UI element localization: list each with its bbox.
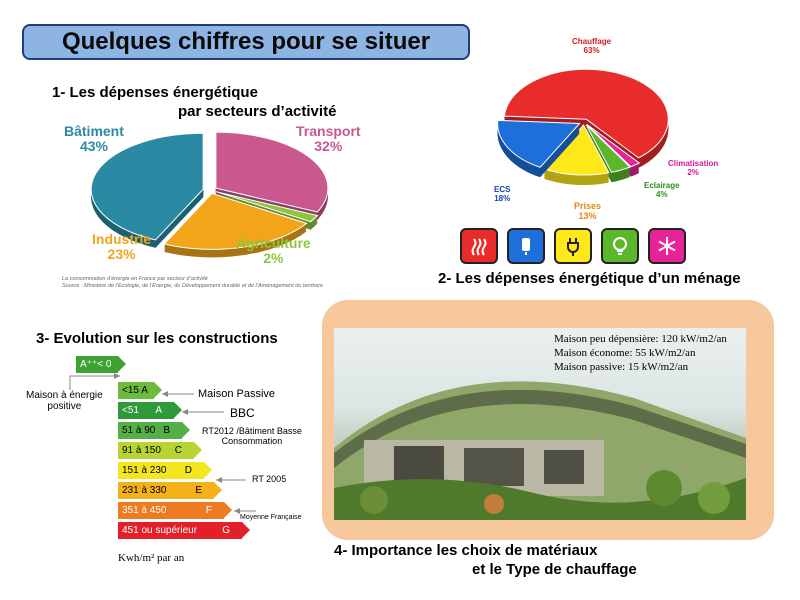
page-title: Quelques chiffres pour se situer	[22, 24, 470, 60]
sector-chart-source	[62, 276, 352, 290]
pie2-cat-3: Prises	[574, 201, 602, 211]
rt2012-line1: RT2012 /Bâtiment Basse	[202, 426, 302, 436]
energy-bar-G	[118, 522, 242, 539]
energy-grade-letter: F	[205, 505, 212, 516]
energy-range: <51	[122, 405, 139, 416]
pie2-val-4: 18%	[494, 193, 511, 203]
positive-line2: positive	[47, 401, 82, 412]
energy-range: <15 A	[122, 385, 148, 396]
pie2-val-1: 2%	[687, 167, 699, 177]
pie1-cat-2: Industrie	[92, 231, 152, 247]
energy-bar-C	[118, 442, 194, 459]
water-heater-icon	[507, 228, 545, 264]
energy-grade-letter: C	[174, 445, 182, 456]
bulb-icon	[601, 228, 639, 264]
pie2-label-eclairage	[644, 182, 680, 200]
energy-range: 231 à 330	[122, 485, 167, 496]
energy-range: 351 à 450	[122, 505, 167, 516]
section3-heading: 3- Evolution sur les constructions	[36, 330, 278, 347]
energy-range: A⁺⁺< 0	[80, 359, 112, 370]
pie1-label-agriculture	[236, 236, 311, 267]
rt2005-arrow-icon	[214, 476, 248, 484]
annotation-moyenne: Moyenne Française	[240, 514, 302, 521]
rt2012-line2: Consommation	[221, 436, 283, 446]
section1-heading-line1: 1- Les dépenses énergétique	[52, 84, 258, 101]
pie2-label-prises	[574, 202, 601, 222]
energy-bar-E	[118, 482, 214, 499]
energy-bar-top-1	[118, 382, 154, 399]
pie1-cat-3: Agriculture	[236, 235, 311, 251]
pie1-label-batiment	[64, 124, 124, 155]
note-line2: Source : Ministère de l’Ecologie, de l’Energie, du Développement durable et de l’Aménagement du territoire	[62, 283, 324, 290]
energy-bar-F	[118, 502, 224, 519]
photo-line-2: Maison économe: 55 kW/m2/an	[554, 347, 696, 359]
bbc-arrow-icon	[180, 408, 226, 416]
energy-range: 451 ou supérieur	[122, 525, 198, 536]
energy-range: 91 à 150	[122, 445, 161, 456]
energy-grade-letter: G	[222, 525, 230, 536]
photo-line-3: Maison passive: 15 kW/m2/an	[554, 361, 689, 373]
section1-heading-line2: par secteurs d’activité	[178, 103, 337, 120]
passive-arrow-icon	[160, 390, 196, 398]
pie2-val-3: 13%	[578, 210, 597, 221]
positive-arrow-icon	[56, 370, 122, 392]
section4-heading-line2: et le Type de chauffage	[472, 561, 637, 578]
pie1-val-3: 2%	[263, 250, 284, 267]
photo-caption	[554, 332, 727, 374]
pie2-cat-0: Chauffage	[572, 37, 612, 46]
annotation-rt2005: RT 2005	[252, 474, 287, 484]
pie1-cat-1: Transport	[296, 123, 361, 139]
pie2-label-ecs	[494, 186, 510, 204]
pie1-val-1: 32%	[314, 138, 343, 155]
section2-heading: 2- Les dépenses énergétique d’un ménage	[438, 270, 741, 287]
positive-line1: Maison à énergie	[26, 390, 103, 401]
energy-bar-A	[118, 402, 174, 419]
energy-bar-B	[118, 422, 182, 439]
energy-range: 151 à 230	[122, 465, 167, 476]
annotation-passive: Maison Passive	[198, 388, 276, 400]
pie1-cat-0: Bâtiment	[64, 123, 124, 139]
pie1-label-transport	[296, 124, 361, 155]
pie2-val-0: 63%	[583, 45, 600, 55]
scale-unit: Kwh/m² par an	[118, 552, 185, 564]
pie1-val-2: 23%	[107, 246, 136, 263]
pie2-label-climatisation	[668, 160, 718, 178]
pie1-label-industrie	[92, 232, 151, 263]
pie2-val-2: 4%	[656, 189, 668, 199]
photo-line-1: Maison peu dépensière: 120 kW/m2/an	[554, 333, 727, 345]
section4-heading-line1: 4- Importance les choix de matériaux	[334, 542, 598, 559]
pie2-label-chauffage	[572, 38, 611, 56]
heating-icon	[460, 228, 498, 264]
annotation-bbc: BBC	[230, 406, 255, 420]
note-line1: La consommation d’énergie en France par secteur d’activité	[62, 276, 208, 282]
pie2-cat-2: Eclairage	[644, 181, 680, 190]
annotation-rt2012	[202, 426, 302, 446]
snowflake-icon	[648, 228, 686, 264]
energy-bar-D	[118, 462, 204, 479]
pie2-cat-1: Climatisation	[668, 159, 719, 168]
energy-grade-letter: D	[184, 465, 192, 476]
plug-icon	[554, 228, 592, 264]
energy-grade-letter: E	[195, 485, 202, 496]
energy-range: 51 à 90	[122, 425, 156, 436]
annotation-positive	[26, 390, 103, 412]
pie1-val-0: 43%	[79, 138, 108, 155]
pie2-cat-4: ECS	[494, 185, 511, 194]
energy-grade-letter: A	[155, 405, 162, 416]
usage-icons-row	[460, 228, 686, 264]
energy-grade-letter: B	[163, 425, 170, 436]
